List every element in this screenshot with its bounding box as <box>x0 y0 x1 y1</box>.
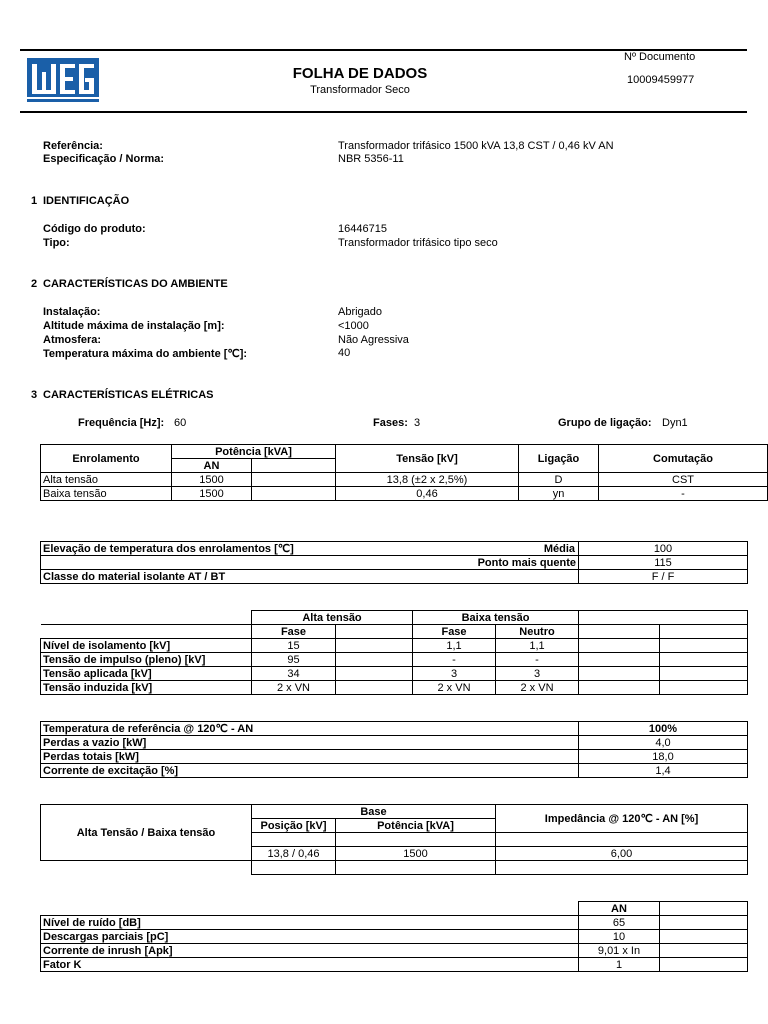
reference-label: Referência: <box>43 140 103 152</box>
document-subtitle: Transformador Seco <box>310 84 410 96</box>
frequency-label: Frequência [Hz]: <box>78 417 165 429</box>
empty-cell <box>660 681 748 695</box>
position-value: 13,8 / 0,46 <box>252 847 336 861</box>
noise-table <box>40 901 748 972</box>
section-2-title: CARACTERÍSTICAS DO AMBIENTE <box>43 278 228 290</box>
section-2-number: 2 <box>31 278 38 290</box>
table-row <box>41 944 748 958</box>
insulation-class-label: Classe do material isolante AT / BT <box>41 570 579 584</box>
impedance-value: 6,00 <box>496 847 748 861</box>
header-low-voltage: Baixa tensão <box>413 611 579 625</box>
row-label: Perdas totais [kW] <box>41 750 579 764</box>
spec-value: NBR 5356-11 <box>338 153 404 165</box>
section-1-title: IDENTIFICAÇÃO <box>43 195 130 207</box>
table-row <box>41 473 768 487</box>
empty-cell <box>41 861 252 875</box>
average-value: 100 <box>579 542 748 556</box>
empty-cell <box>336 833 496 847</box>
frequency-value: 60 <box>174 417 187 429</box>
empty-cell <box>41 611 252 625</box>
empty-cell <box>496 833 748 847</box>
empty-cell <box>336 681 413 695</box>
empty-cell <box>252 833 336 847</box>
hv-phase-value: 15 <box>252 639 336 653</box>
weg-logo <box>27 58 99 102</box>
empty-cell <box>252 473 336 487</box>
empty-cell <box>252 487 336 501</box>
empty-cell <box>496 861 748 875</box>
row-value: 10 <box>579 930 660 944</box>
empty-cell <box>252 459 336 473</box>
altitude-label: Altitude máxima de instalação [m]: <box>43 320 225 332</box>
row-label: Nível de isolamento [kV] <box>41 639 252 653</box>
empty-cell <box>579 611 748 625</box>
tap-changer-value: CST <box>599 473 768 487</box>
max-temp-label: Temperatura máxima do ambiente [℃]: <box>43 348 248 360</box>
installation-value: Abrigado <box>338 306 383 318</box>
empty-cell <box>336 639 413 653</box>
header-impedance: Impedância @ 120℃ - AN [%] <box>496 805 748 833</box>
header-tap-changer: Comutação <box>599 445 768 473</box>
header-position: Posição [kV] <box>252 819 336 833</box>
lv-phase-value: 2 x VN <box>413 681 496 695</box>
losses-table <box>40 721 748 778</box>
header-neutral: Neutro <box>496 625 579 639</box>
neutral-value: 1,1 <box>496 639 579 653</box>
windings-table <box>40 444 768 501</box>
document-number: 10009459977 <box>627 74 695 86</box>
empty-cell <box>660 944 748 958</box>
header-connection: Ligação <box>519 445 599 473</box>
empty-cell <box>336 861 496 875</box>
header-high-voltage: Alta tensão <box>252 611 413 625</box>
reference-value: Transformador trifásico 1500 kVA 13,8 CST / 0,46 kV AN <box>338 140 614 152</box>
temp-rise-label: Elevação de temperatura dos enrolamentos [℃] <box>43 542 294 555</box>
insulation-class-value: F / F <box>579 570 748 584</box>
hv-phase-value: 2 x VN <box>252 681 336 695</box>
empty-cell <box>660 902 748 916</box>
row-label: Nível de ruído [dB] <box>41 916 579 930</box>
temperature-rise-table <box>40 541 748 584</box>
row-label: Tensão de impulso (pleno) [kV] <box>41 653 252 667</box>
hv-phase-value: 95 <box>252 653 336 667</box>
power-an: 1500 <box>172 473 252 487</box>
row-label: Tensão induzida [kV] <box>41 681 252 695</box>
row-label: Tensão aplicada [kV] <box>41 667 252 681</box>
row-label: Corrente de excitação [%] <box>41 764 579 778</box>
type-label: Tipo: <box>43 237 70 249</box>
atmosphere-label: Atmosfera: <box>43 334 102 346</box>
row-value: 1 <box>579 958 660 972</box>
empty-cell <box>41 902 579 916</box>
header-winding: Enrolamento <box>41 445 172 473</box>
header-an: AN <box>172 459 252 473</box>
empty-cell <box>579 653 660 667</box>
table-row <box>41 736 748 750</box>
base-power-value: 1500 <box>336 847 496 861</box>
empty-cell <box>336 625 413 639</box>
row-label: Corrente de inrush [Apk] <box>41 944 579 958</box>
impedance-table <box>40 804 748 875</box>
empty-cell <box>579 639 660 653</box>
empty-cell <box>660 958 748 972</box>
atmosphere-value: Não Agressiva <box>338 334 409 346</box>
phases-label: Fases: <box>373 417 408 429</box>
row-value: 9,01 x In <box>579 944 660 958</box>
header-bottom-rule <box>20 111 747 113</box>
table-row <box>41 681 748 695</box>
section-1-number: 1 <box>31 195 38 207</box>
empty-cell <box>660 667 748 681</box>
section-3-number: 3 <box>31 389 38 401</box>
insulation-levels-table <box>40 610 748 695</box>
reference-temp-pct: 100% <box>579 722 748 736</box>
table-row <box>41 487 768 501</box>
empty-cell <box>579 681 660 695</box>
empty-cell <box>252 861 336 875</box>
voltage-value: 0,46 <box>336 487 519 501</box>
row-value: 65 <box>579 916 660 930</box>
empty-cell <box>660 653 748 667</box>
empty-cell <box>660 916 748 930</box>
connection-value: D <box>519 473 599 487</box>
table-row <box>41 916 748 930</box>
connection-value: yn <box>519 487 599 501</box>
product-code-value: 16446715 <box>338 223 387 235</box>
header-voltage: Tensão [kV] <box>336 445 519 473</box>
altitude-value: <1000 <box>338 320 369 332</box>
header-power: Potência [kVA] <box>172 445 336 459</box>
empty-cell <box>336 667 413 681</box>
winding-name: Baixa tensão <box>41 487 172 501</box>
table-row <box>41 653 748 667</box>
empty-cell <box>579 625 660 639</box>
empty-cell <box>41 625 252 639</box>
row-value: 18,0 <box>579 750 748 764</box>
document-number-label: Nº Documento <box>624 51 696 63</box>
neutral-value: - <box>496 653 579 667</box>
impedance-row-label: Alta Tensão / Baixa tensão <box>41 805 252 861</box>
group-value: Dyn1 <box>662 417 688 429</box>
header-phase-hv: Fase <box>252 625 336 639</box>
empty-cell <box>660 625 748 639</box>
type-value: Transformador trifásico tipo seco <box>338 237 498 249</box>
row-value: 1,4 <box>579 764 748 778</box>
neutral-value: 3 <box>496 667 579 681</box>
hv-phase-value: 34 <box>252 667 336 681</box>
power-an: 1500 <box>172 487 252 501</box>
empty-cell <box>579 667 660 681</box>
table-row <box>41 639 748 653</box>
lv-phase-value: - <box>413 653 496 667</box>
lv-phase-value: 1,1 <box>413 639 496 653</box>
neutral-value: 2 x VN <box>496 681 579 695</box>
hot-spot-label: Ponto mais quente <box>41 556 579 570</box>
header-base-power: Potência [kVA] <box>336 819 496 833</box>
empty-cell <box>336 653 413 667</box>
table-row <box>41 930 748 944</box>
lv-phase-value: 3 <box>413 667 496 681</box>
empty-cell <box>660 639 748 653</box>
table-row <box>41 958 748 972</box>
header-an: AN <box>579 902 660 916</box>
voltage-value: 13,8 (±2 x 2,5%) <box>336 473 519 487</box>
row-label: Descargas parciais [pC] <box>41 930 579 944</box>
document-title: FOLHA DE DADOS <box>292 65 428 82</box>
installation-label: Instalação: <box>43 306 101 318</box>
tap-changer-value: - <box>599 487 768 501</box>
row-label: Perdas a vazio [kW] <box>41 736 579 750</box>
hot-spot-value: 115 <box>579 556 748 570</box>
header-phase-lv: Fase <box>413 625 496 639</box>
phases-value: 3 <box>414 417 421 429</box>
reference-temp-label: Temperatura de referência @ 120℃ - AN <box>41 722 579 736</box>
max-temp-value: 40 <box>338 347 351 359</box>
table-row <box>41 764 748 778</box>
group-label: Grupo de ligação: <box>558 417 652 429</box>
header-base: Base <box>252 805 496 819</box>
table-row <box>41 750 748 764</box>
row-label: Fator K <box>41 958 579 972</box>
product-code-label: Código do produto: <box>43 223 146 235</box>
table-row <box>41 667 748 681</box>
section-3-title: CARACTERÍSTICAS ELÉTRICAS <box>43 389 214 401</box>
empty-cell <box>660 930 748 944</box>
average-label: Média <box>543 542 575 555</box>
row-value: 4,0 <box>579 736 748 750</box>
winding-name: Alta tensão <box>41 473 172 487</box>
spec-label: Especificação / Norma: <box>43 153 165 165</box>
